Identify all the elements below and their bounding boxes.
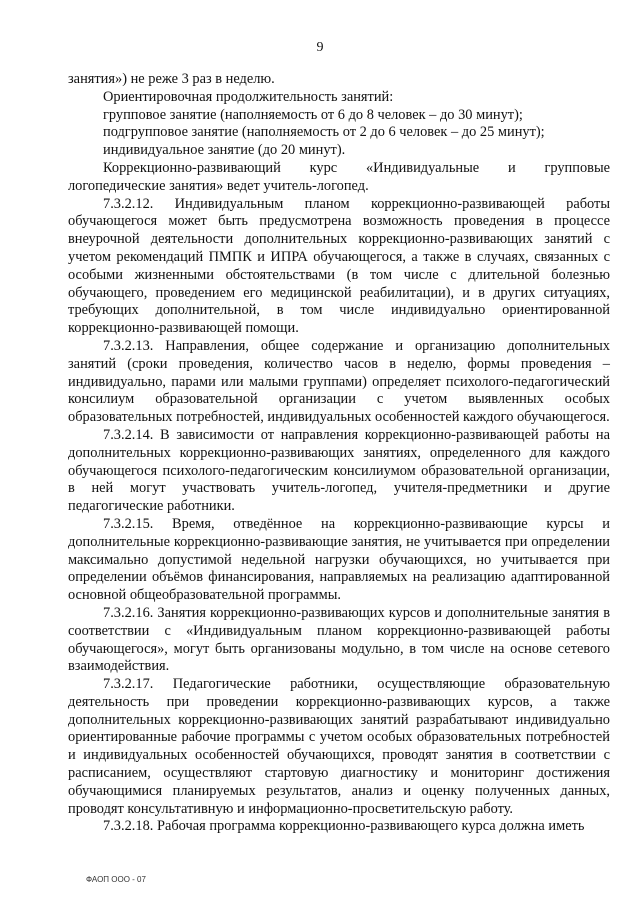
paragraph: 7.3.2.17. Педагогические работники, осуществляющие образовательную деятельность при проведении коррекционно-развивающих курсов, а также дополнительных коррекционно-развивающих занятий разрабатывают индивидуально ориентированные рабочие программы с учетом особых образовательных потребностей и индивидуальных особенностей обучающихся, проводят занятия в соответствии с расписанием, осуществляют стартовую диагностику и мониторинг достижения обучающимися планируемых результатов, анализ и оценку полученных данных, проводят консультативную и информационно-просветительскую работу. [68,676,610,817]
paragraph: 7.3.2.16. Занятия коррекционно-развивающих курсов и дополнительные занятия в соответствии с «Индивидуальным планом коррекционно-развивающей работы обучающегося», могут быть организованы модульно, в том числе на основе сетевого взаимодействия. [68,604,610,675]
paragraph: 7.3.2.12. Индивидуальным планом коррекционно-развивающей работы обучающегося может быть предусмотрена возможность проведения в процессе внеурочной деятельности дополнительных коррекционно-развивающих занятий с учетом рекомендаций ПМПК и ИПРА обучающегося, а также в случаях, связанных с особыми жизненными обстоятельствами (в том числе с длительной болезнью обучающего, проведением его медицинской реабилитации), и в других ситуациях, требующих дополнительной, в том числе индивидуально ориентированной коррекционно-развивающей помощи. [68,195,610,337]
paragraph: 7.3.2.14. В зависимости от направления коррекционно-развивающей работы на дополнительных коррекционно-развивающих занятиях, определенного для каждого обучающегося психолого-педагогическим консилиумом образовательной организации, в ней могут участвовать учитель-логопед, учителя-предметники и другие педагогические работники. [68,426,610,515]
document-body [68,71,610,836]
paragraph: подгрупповое занятие (наполняемость от 2 до 6 человек – до 25 минут); [103,124,545,141]
paragraph: занятия») не реже 3 раз в неделю. [68,71,275,87]
paragraph: Коррекционно-развивающий курс «Индивидуальные и групповые логопедические занятия» ведет учитель-логопед. [68,159,610,194]
page-footer: ФАОП ООО - 07 [86,875,146,884]
paragraph: 7.3.2.13. Направления, общее содержание и организацию дополнительных занятий (сроки проведения, количество часов в неделю, формы проведения – индивидуально, парами или малыми группами) определяет психолого-педагогический консилиум образовательной организации с учетом выявленных особых образовательных потребностей, индивидуальных особенностей каждого обучающегося. [68,337,610,426]
page-number: 9 [316,40,324,55]
paragraph: 7.3.2.18. Рабочая программа коррекционно-развивающего курса должна иметь [103,818,585,835]
paragraph: Ориентировочная продолжительность занятий: [103,88,394,105]
paragraph: 7.3.2.15. Время, отведённое на коррекционно-развивающие курсы и дополнительные коррекционно-развивающие занятия, не учитывается при определении максимально допустимой недельной нагрузки обучающихся, но учитывается при определении объёмов финансирования, направляемых на реализацию адаптированной основной общеобразовательной программы. [68,515,610,604]
paragraph: групповое занятие (наполняемость от 6 до 8 человек – до 30 минут); [103,106,523,123]
paragraph: индивидуальное занятие (до 20 минут). [103,142,346,159]
